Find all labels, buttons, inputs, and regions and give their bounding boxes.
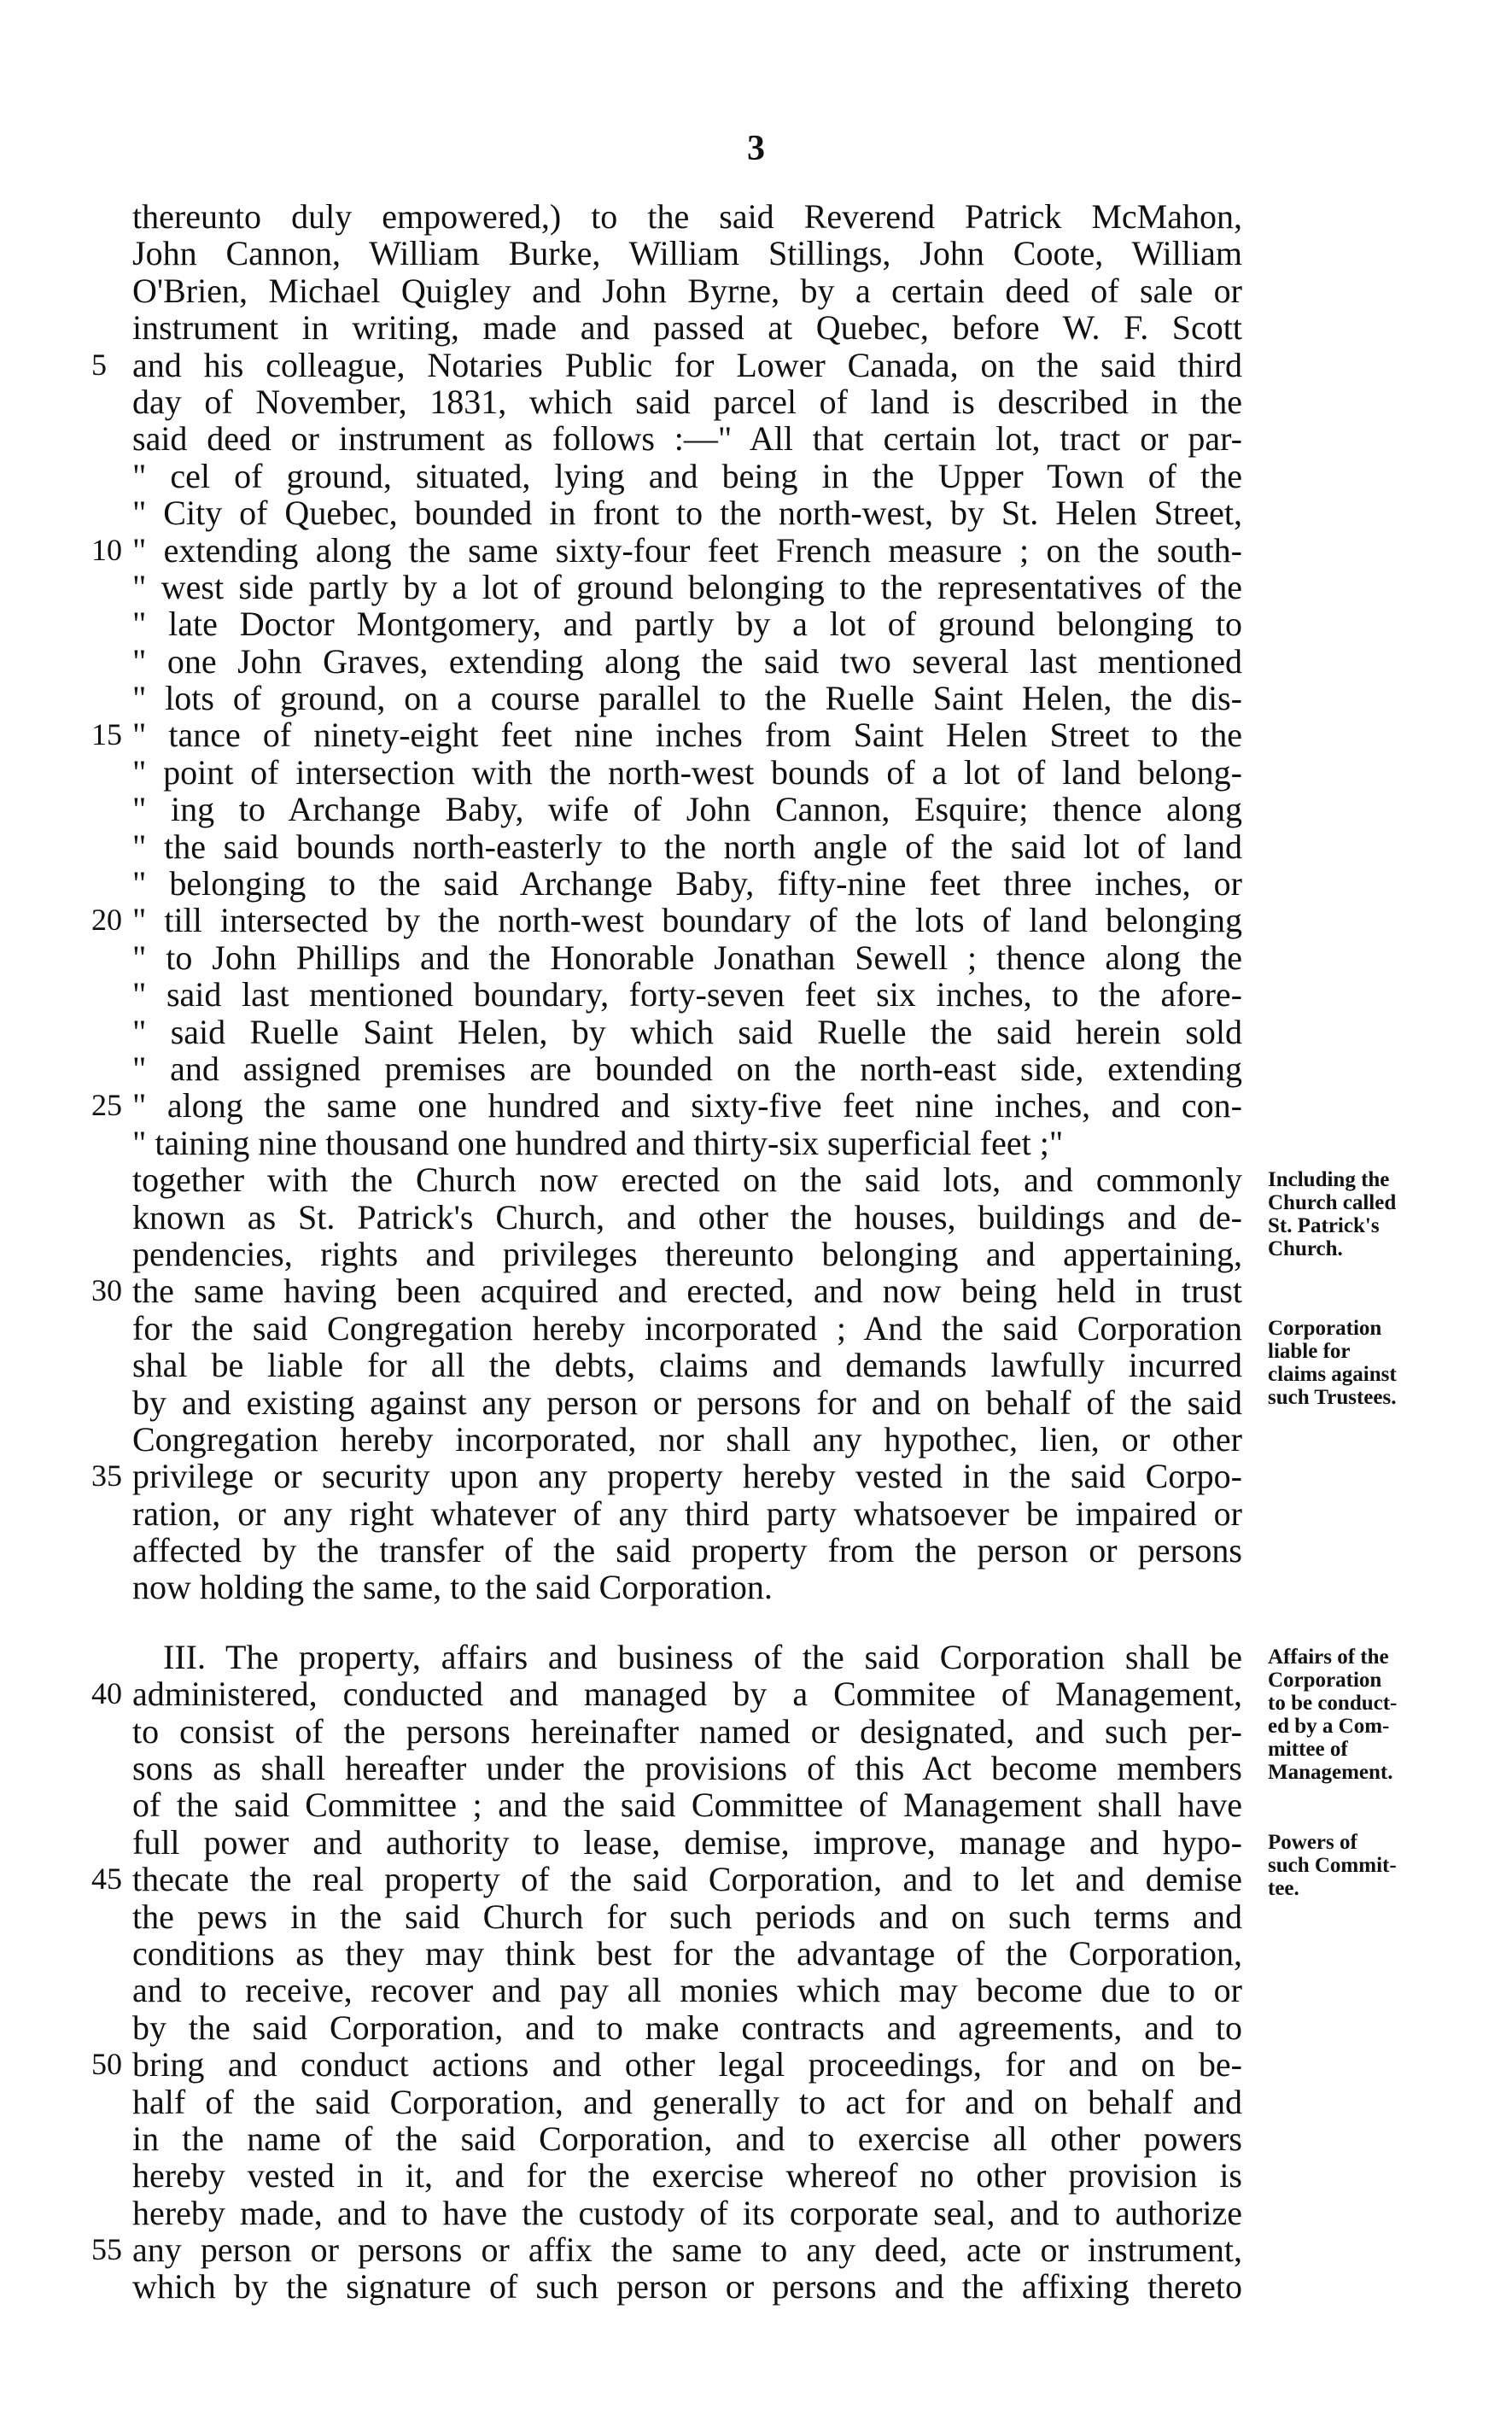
line-text: hereby vested in it, and for the exercise whereof no other provision is — [132, 2156, 1242, 2195]
margin-note-line: claims against — [1268, 1363, 1397, 1386]
margin-note — [1268, 1831, 1397, 1900]
text-line — [132, 2084, 1242, 2120]
text-line — [132, 643, 1242, 680]
margin-note-line: Church. — [1268, 1237, 1343, 1261]
paragraph-gap — [132, 1606, 1242, 1639]
page-number: 3 — [747, 129, 765, 168]
line-text: " till intersected by the north-west boundary of the lots of land belonging — [132, 901, 1242, 940]
text-line — [91, 2045, 1242, 2084]
text-line — [132, 1639, 1242, 1675]
line-text: ration, or any right whatever of any third party whatsoever be impaired or — [132, 1494, 1242, 1533]
text-line — [132, 198, 1242, 235]
line-text: " late Doctor Montgomery, and partly by a lot of ground belonging to — [132, 605, 1242, 644]
margin-note — [1268, 1646, 1397, 1784]
text-line — [132, 2120, 1242, 2157]
line-text: privilege or security upon any property hereby vested in the said Corpo- — [132, 1457, 1242, 1496]
line-text: " said Ruelle Saint Helen, by which said Ruelle the said herein sold — [132, 1012, 1242, 1051]
text-line — [91, 345, 1242, 384]
line-text: thereunto duly empowered,) to the said Reverend Patrick McMahon, — [132, 197, 1242, 236]
line-text: the pews in the said Church for such periods and on such terms and — [132, 1897, 1242, 1936]
line-text: " along the same one hundred and sixty-five feet nine inches, and con- — [132, 1086, 1242, 1125]
margin-note-line: ed by a Com- — [1268, 1715, 1390, 1739]
line-text: to consist of the persons hereinafter named or designated, and such per- — [132, 1711, 1242, 1751]
text-line — [91, 1272, 1242, 1311]
text-line — [132, 1347, 1242, 1383]
margin-note-line: Corporation — [1268, 1669, 1382, 1692]
text-line — [91, 1457, 1242, 1496]
text-line — [132, 2157, 1242, 2194]
line-text: any person or persons or affix the same to any deed, acte or instrument, — [132, 2230, 1242, 2270]
line-text: bring and conduct actions and other legal proceedings, for and on be- — [132, 2045, 1242, 2084]
margin-note-line: to be conduct- — [1268, 1692, 1398, 1716]
line-text: shal be liable for all the debts, claims and demands lawfully incurred — [132, 1346, 1242, 1385]
line-text: " cel of ground, situated, lying and being in the Upper Town of the — [132, 456, 1242, 495]
margin-note-line: Affairs of the — [1268, 1646, 1389, 1669]
margin-note-line: St. Patrick's — [1268, 1214, 1380, 1238]
margin-note — [1268, 1317, 1397, 1409]
line-text: " said last mentioned boundary, forty-seven feet six inches, to the afore- — [132, 975, 1242, 1014]
line-text: for the said Congregation hereby incorporated ; And the said Corporation — [132, 1308, 1242, 1348]
text-line — [132, 976, 1242, 1013]
text-line — [91, 1086, 1242, 1125]
text-line — [132, 2009, 1242, 2046]
text-line — [132, 1014, 1242, 1050]
text-line — [132, 1532, 1242, 1569]
line-text: in the name of the said Corporation, and to exercise all other powers — [132, 2119, 1242, 2158]
margin-note-line: tee. — [1268, 1877, 1299, 1901]
text-line — [132, 309, 1242, 346]
text-line — [132, 1750, 1242, 1786]
line-text: " point of intersection with the north-west bounds of a lot of land belong- — [132, 752, 1242, 792]
text-line — [132, 1972, 1242, 2008]
text-line — [132, 1310, 1242, 1347]
line-text: affected by the transfer of the said property from the person or persons — [132, 1531, 1242, 1570]
margin-note-line: such Trustees. — [1268, 1386, 1397, 1409]
text-line — [132, 1495, 1242, 1532]
text-line — [132, 1786, 1242, 1823]
line-text: " belonging to the said Archange Baby, fifty-nine feet three inches, or — [132, 864, 1242, 903]
line-text: " to John Phillips and the Honorable Jonathan Sewell ; thence along the — [132, 938, 1242, 977]
margin-note-line: Corporation — [1268, 1317, 1382, 1340]
text-line — [91, 2230, 1242, 2270]
text-line — [132, 272, 1242, 309]
line-text: III. The property, affairs and business of the said Corporation shall be — [163, 1637, 1242, 1676]
text-line — [132, 1898, 1242, 1935]
line-number: 20 — [91, 903, 122, 938]
line-number: 40 — [91, 1676, 122, 1711]
line-text: the same having been acquired and erected, and now being held in trust — [132, 1272, 1242, 1311]
text-line — [132, 1384, 1242, 1421]
line-text: " City of Quebec, bounded in front to the north-west, by St. Helen Street, — [132, 494, 1242, 533]
margin-note-line: Management. — [1268, 1761, 1393, 1785]
text-line — [91, 1675, 1242, 1714]
line-text: " tance of ninety-eight feet nine inches from Saint Helen Street to the — [132, 716, 1242, 755]
line-text: " west side partly by a lot of ground belonging to the representatives of the — [132, 567, 1242, 606]
line-text: John Cannon, William Burke, William Stillings, John Coote, William — [132, 234, 1242, 273]
text-line — [132, 1713, 1242, 1750]
text-line — [132, 235, 1242, 272]
text-line — [132, 1161, 1242, 1198]
text-line — [91, 716, 1242, 755]
margin-note-line: such Commit- — [1268, 1854, 1397, 1878]
line-text: by and existing against any person or persons for and on behalf of the said — [132, 1383, 1242, 1422]
line-number: 45 — [91, 1862, 122, 1897]
line-text: and his colleague, Notaries Public for Lower Canada, on the said third — [132, 345, 1242, 384]
text-line — [132, 828, 1242, 865]
text-line — [132, 1569, 1242, 1605]
line-text: known as St. Patrick's Church, and other the houses, buildings and de- — [132, 1197, 1242, 1236]
text-line — [132, 680, 1242, 716]
line-text: " extending along the same sixty-four feet French measure ; on the south- — [132, 530, 1242, 570]
line-text: conditions as they may think best for the advantage of the Corporation, — [132, 1933, 1242, 1973]
text-line — [132, 1824, 1242, 1861]
line-text: half of the said Corporation, and generally to act for and on behalf and — [132, 2082, 1242, 2121]
text-line — [132, 1125, 1242, 1161]
text-line — [132, 383, 1242, 420]
line-number: 25 — [91, 1088, 122, 1123]
text-line — [132, 939, 1242, 976]
line-text: instrument in writing, made and passed at Quebec, before W. F. Scott — [132, 308, 1242, 348]
line-text: now holding the same, to the said Corporation. — [132, 1568, 773, 1607]
line-number: 35 — [91, 1459, 122, 1494]
margin-note-line: Powers of — [1268, 1831, 1357, 1855]
line-number: 30 — [91, 1273, 122, 1308]
line-text: " the said bounds north-easterly to the north angle of the said lot of land — [132, 827, 1242, 866]
text-line — [132, 1236, 1242, 1272]
text-line — [91, 901, 1242, 940]
line-text: " taining nine thousand one hundred and thirty-six superficial feet ;" — [132, 1123, 1064, 1162]
text-line — [132, 865, 1242, 902]
margin-note-line: mittee of — [1268, 1738, 1348, 1762]
text-line — [132, 420, 1242, 457]
line-text: " lots of ground, on a course parallel to the Ruelle Saint Helen, the dis- — [132, 679, 1242, 718]
text-line — [132, 605, 1242, 642]
margin-note — [1268, 1168, 1396, 1260]
line-text: " and assigned premises are bounded on the north-east side, extending — [132, 1049, 1242, 1088]
line-text: full power and authority to lease, demise, improve, manage and hypo- — [132, 1822, 1242, 1862]
line-text: together with the Church now erected on the said lots, and commonly — [132, 1160, 1242, 1200]
text-line — [91, 530, 1242, 570]
margin-note-line: liable for — [1268, 1340, 1351, 1363]
text-line — [132, 494, 1242, 531]
line-text: " ing to Archange Baby, wife of John Cannon, Esquire; thence along — [132, 790, 1242, 829]
line-text: and to receive, recover and pay all monies which may become due to or — [132, 1971, 1242, 2010]
line-text: " one John Graves, extending along the said two several last mentioned — [132, 641, 1242, 681]
line-text: Congregation hereby incorporated, nor shall any hypothec, lien, or other — [132, 1419, 1242, 1459]
text-line — [132, 2268, 1242, 2305]
margin-note-line: Church called — [1268, 1191, 1397, 1215]
line-text: which by the signature of such person or persons and the affixing thereto — [132, 2267, 1242, 2306]
text-line — [132, 754, 1242, 791]
text-line — [132, 569, 1242, 605]
text-line — [132, 2195, 1242, 2231]
text-line — [132, 791, 1242, 827]
line-text: of the said Committee ; and the said Committee of Management shall have — [132, 1786, 1242, 1825]
line-text: day of November, 1831, which said parcel of land is described in the — [132, 382, 1242, 421]
line-text: hereby made, and to have the custody of its corporate seal, and to authorize — [132, 2193, 1242, 2232]
line-text: O'Brien, Michael Quigley and John Byrne, by a certain deed of sale or — [132, 271, 1242, 310]
line-number: 15 — [91, 717, 122, 752]
line-text: administered, conducted and managed by a Commitee of Management, — [132, 1675, 1242, 1714]
text-line — [91, 1860, 1242, 1899]
line-number: 55 — [91, 2232, 122, 2267]
line-number: 10 — [91, 532, 122, 567]
line-number: 50 — [91, 2047, 122, 2082]
line-number: 5 — [91, 347, 107, 382]
text-line — [132, 1421, 1242, 1458]
line-text: sons as shall hereafter under the provisions of this Act become members — [132, 1749, 1242, 1788]
text-line — [132, 1935, 1242, 1972]
line-text: pendencies, rights and privileges thereunto belonging and appertaining, — [132, 1234, 1242, 1273]
line-text: said deed or instrument as follows :—" All that certain lot, tract or par- — [132, 419, 1242, 459]
line-text: thecate the real property of the said Corporation, and to let and demise — [132, 1860, 1242, 1899]
text-line — [132, 1199, 1242, 1236]
text-line — [132, 458, 1242, 494]
line-text: by the said Corporation, and to make contracts and agreements, and to — [132, 2008, 1242, 2047]
margin-note-line: Including the — [1268, 1168, 1390, 1192]
text-line — [132, 1050, 1242, 1087]
body-text — [91, 197, 1242, 2306]
